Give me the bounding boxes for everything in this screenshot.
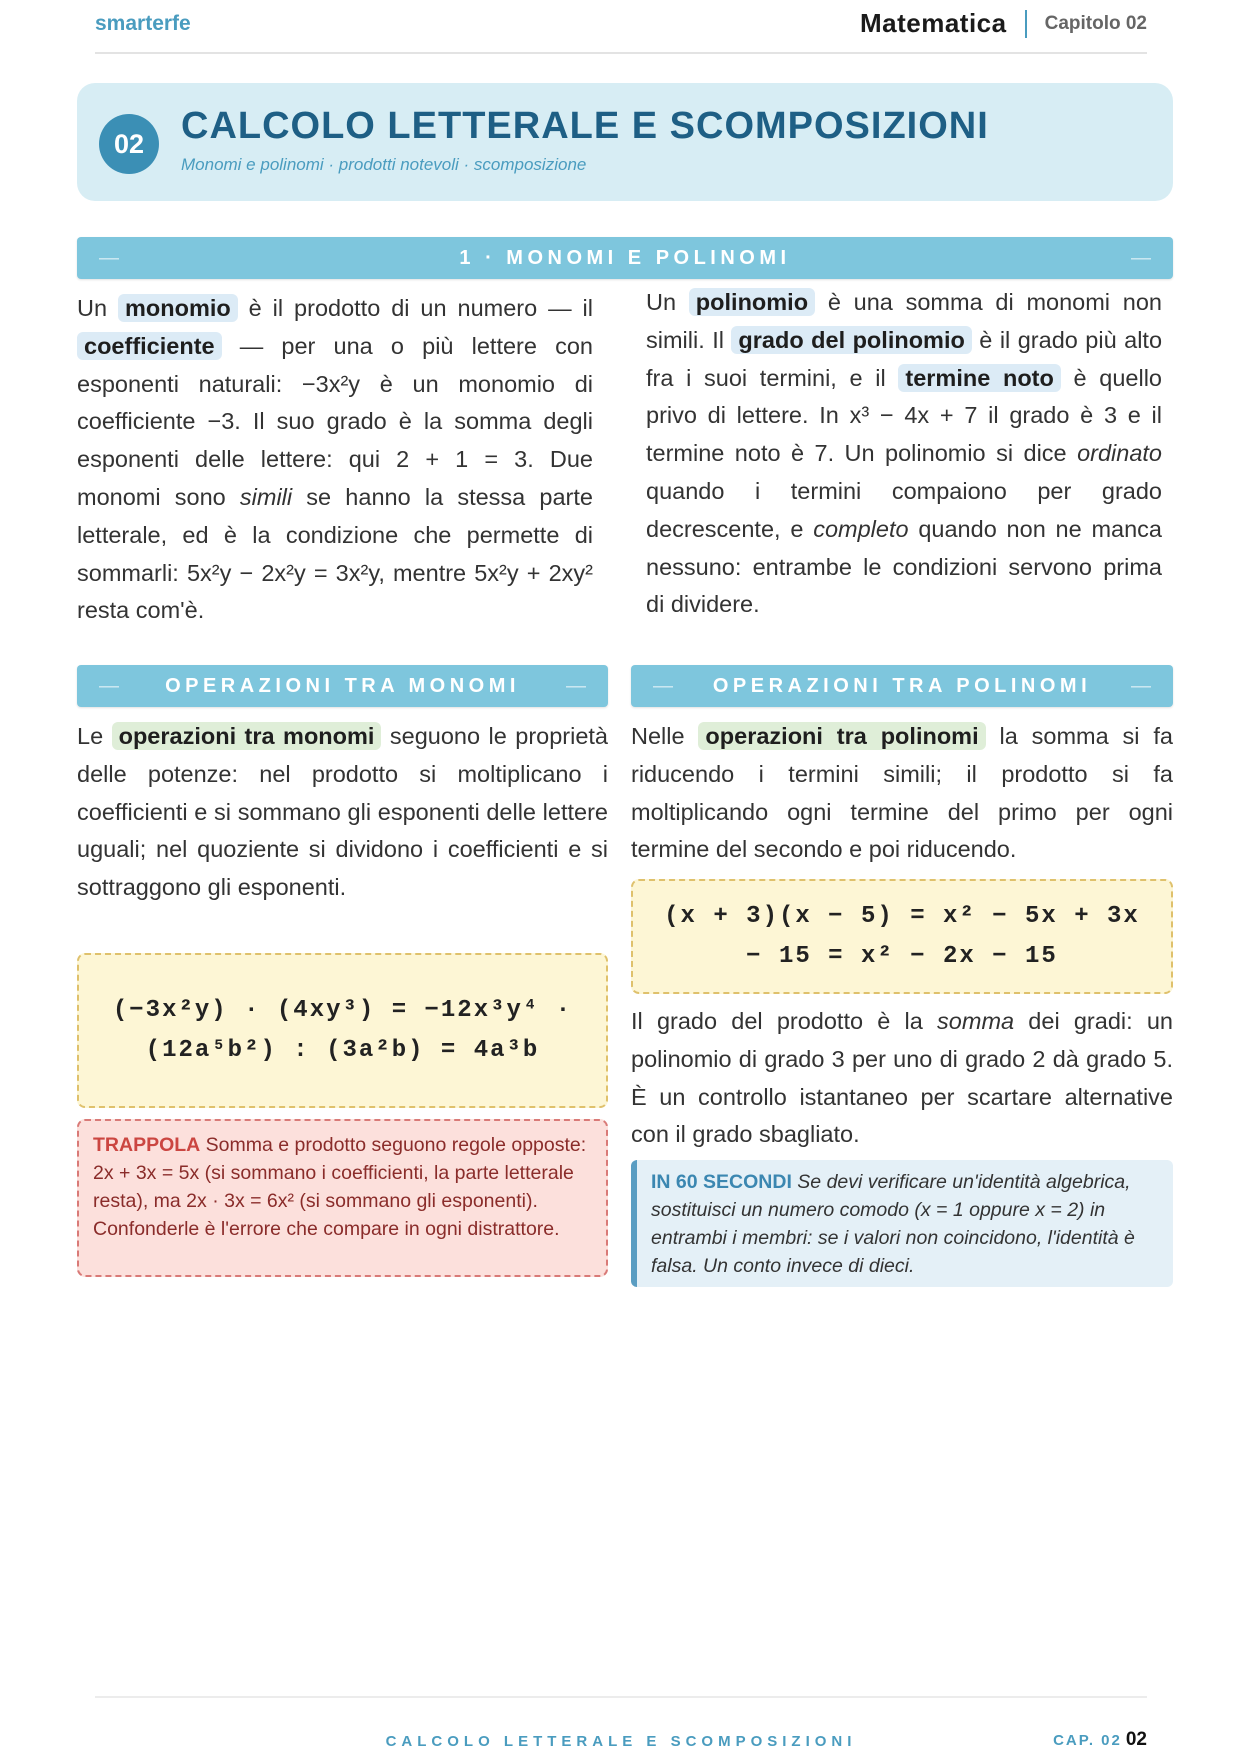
section-title: OPERAZIONI TRA MONOMI [165, 674, 520, 697]
formula-box-monomi [77, 953, 608, 1108]
footer-cap-label: CAP. 02 [1053, 1732, 1122, 1749]
text: è il prodotto di un numero — il [237, 295, 593, 321]
chapter-label: Capitolo 02 [1044, 12, 1147, 34]
formula-box-polinomi [631, 879, 1173, 994]
text: Un [646, 289, 689, 315]
chapter-subtitle: Monomi e polinomi · prodotti notevoli · scomposizione [181, 155, 587, 174]
brand-name: smarterfe [95, 12, 191, 35]
tip-text: Se devi verificare un'identità algebrica, sostituisci un numero comodo (x = 1 oppure x = 2) in entrambi i membri: se i valori non coincidono, l'identità è falsa. Un conto invece di dieci. [651, 1171, 1135, 1277]
paragraph-operazioni-polinomi [631, 718, 1173, 869]
band-dash-right: — [1130, 674, 1151, 697]
band-dash-left: — [653, 674, 673, 697]
section-title: 1 · MONOMI E POLINOMI [459, 246, 791, 269]
section-band-operazioni-polinomi [631, 665, 1173, 707]
band-dash-right: — [566, 674, 586, 697]
tip-callout [631, 1160, 1173, 1287]
header-right [860, 8, 1147, 39]
band-dash-left: — [99, 674, 119, 697]
chapter-banner [77, 83, 1173, 201]
text: Il grado del prodotto è la [631, 1008, 938, 1034]
trap-callout [77, 1119, 608, 1277]
footer-divider [95, 1696, 1147, 1698]
keyword-termine-noto: termine noto [898, 364, 1060, 392]
text: Le [77, 723, 112, 749]
text: è quello privo di lettere. In x³ − 4x + 7 il grado è 3 e il termine noto è 7. Un polinomio si dice [646, 364, 1163, 467]
subject-title: Matematica [859, 8, 1007, 38]
page-number: 02 [1125, 1729, 1147, 1750]
keyword-operazioni-monomi: operazioni tra monomi [112, 722, 382, 750]
text: Nelle [631, 723, 699, 749]
chapter-title: CALCOLO LETTERALE E SCOMPOSIZIONI [181, 105, 989, 147]
emphasis-simili: simili [239, 483, 293, 510]
text: è una somma di monomi non simili. Il [646, 289, 1162, 353]
footer-page [1053, 1729, 1147, 1751]
text: dei gradi: un polinomio di grado 3 per uno di grado 2 dà grado 5. È un controllo istantaneo per scartare alternative con il grado sbagliato. [631, 1008, 1173, 1148]
section-band-operazioni-monomi [77, 665, 608, 707]
trap-label: TRAPPOLA [93, 1134, 201, 1156]
chapter-number-badge: 02 [99, 114, 159, 174]
paragraph-monomio [77, 290, 593, 630]
band-dash-right: — [1130, 246, 1151, 269]
emphasis-ordinato: ordinato [1077, 440, 1162, 467]
section-band-monomi-polinomi [77, 237, 1173, 279]
band-dash-left: — [99, 246, 119, 269]
keyword-polinomio: polinomio [689, 288, 815, 316]
formula-text: (x + 3)(x − 5) = x² − 5x + 3x − 15 = x² − 2x − 15 [664, 902, 1140, 970]
text: — per una o più lettere con esponenti naturali: −3x²y è un monomio di coefficiente −3. Il suo grado è la somma degli esponenti delle lettere: qui 2 + 1 = 3. Due monomi sono [77, 332, 593, 510]
section-title: OPERAZIONI TRA POLINOMI [712, 674, 1092, 697]
paragraph-grado-prodotto [631, 1003, 1173, 1154]
header-divider [1025, 10, 1027, 38]
page-header [95, 0, 1147, 54]
emphasis-somma: somma [937, 1008, 1015, 1034]
text: la somma si fa riducendo i termini simili; il prodotto si fa moltiplicando ogni termine del primo per ogni termine del secondo e poi riducendo. [631, 723, 1173, 863]
tip-label: IN 60 SECONDI [651, 1171, 792, 1193]
text: quando i termini compaiono per grado decrescente, e [646, 477, 1162, 542]
text: Un [77, 295, 118, 321]
text: seguono le proprietà delle potenze: nel prodotto si moltiplicano i coefficienti e si sommano gli esponenti delle lettere uguali; nel quoziente si dividono i coefficienti e si sottraggono gli esponenti. [77, 723, 608, 901]
keyword-coefficiente: coefficiente [77, 332, 222, 360]
paragraph-operazioni-monomi [77, 718, 608, 907]
formula-text: (−3x²y) · (4xy³) = −12x³y⁴ · (12a⁵b²) : (3a²b) = 4a³b [112, 996, 573, 1064]
keyword-grado-polinomio: grado del polinomio [731, 326, 971, 354]
text: è il grado più alto fra i suoi termini, e il [646, 326, 1163, 391]
keyword-monomio: monomio [118, 294, 238, 322]
footer-title: CALCOLO LETTERALE E SCOMPOSIZIONI [385, 1733, 857, 1750]
text: se hanno la stessa parte letterale, ed è la condizione che permette di sommarli: 5x²y − 2x²y = 3x²y, mentre 5x²y + 2xy² resta com'è. [77, 483, 593, 624]
keyword-operazioni-polinomi: operazioni tra polinomi [698, 722, 985, 750]
paragraph-polinomio [646, 284, 1162, 624]
text: quando non ne manca nessuno: entrambe le condizioni servono prima di dividere. [646, 515, 1162, 618]
emphasis-completo: completo [813, 515, 909, 542]
trap-text: Somma e prodotto seguono regole opposte: 2x + 3x = 5x (si sommano i coefficienti, la parte letterale resta), ma 2x · 3x = 6x² (si sommano gli esponenti). Confonderle è l'errore che compare in ogni distrattore. [93, 1134, 587, 1240]
